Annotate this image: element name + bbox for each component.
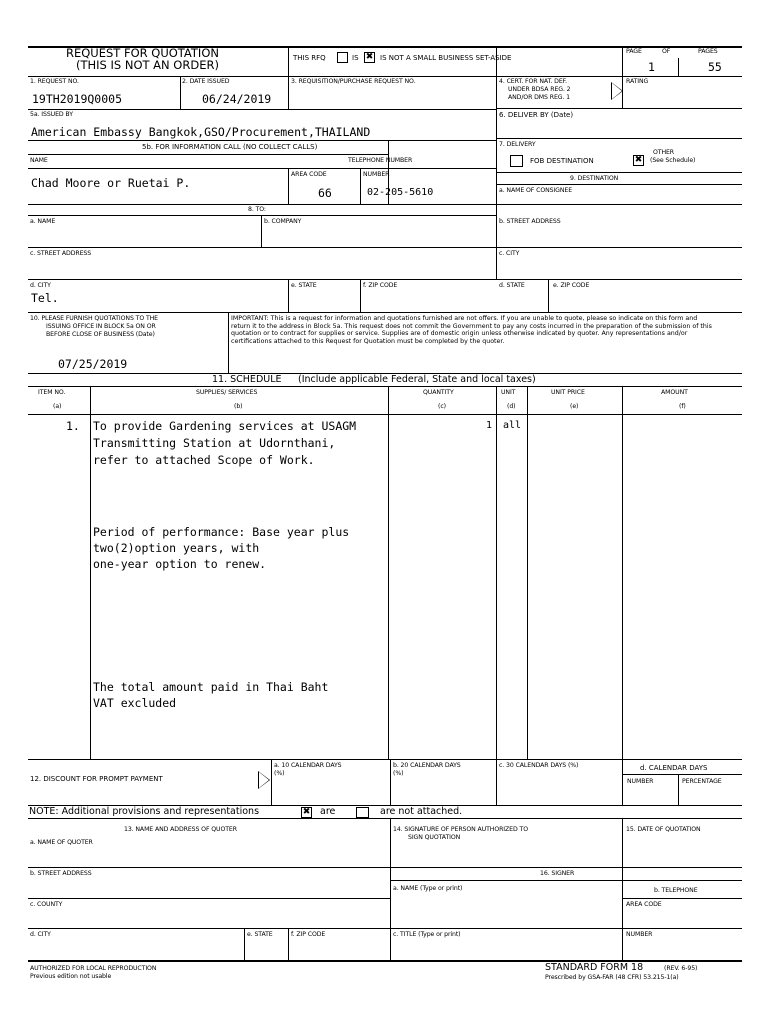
quantity-value: 1: [486, 420, 493, 431]
col-qty-header: QUANTITY: [423, 389, 454, 396]
schedule-subtitle: (Include applicable Federal, State and local taxes): [298, 374, 536, 385]
discount-percentage-label: PERCENTAGE: [682, 778, 722, 785]
dest-city-label: c. CITY: [499, 250, 520, 257]
discount-20-sub: (%): [393, 770, 404, 777]
rfq-is-label: IS: [352, 54, 359, 62]
page-label: PAGE: [626, 48, 642, 55]
see-schedule-label: (See Schedule): [650, 157, 696, 164]
discount-arrow-icon: [258, 771, 270, 789]
date-issued-value[interactable]: 06/24/2019: [202, 92, 272, 106]
quoter-name-label: a. NAME OF QUOTER: [30, 839, 93, 846]
quoter-street-label: b. STREET ADDRESS: [30, 870, 92, 877]
close-date-value[interactable]: 07/25/2019: [58, 357, 128, 371]
col-item-header: ITEM NO.: [38, 389, 66, 396]
area-code-value[interactable]: 66: [318, 186, 332, 200]
footer-revision: (REV. 6-95): [664, 965, 698, 972]
col-qty-sub: (c): [438, 403, 446, 410]
quoter-state-label: e. STATE: [247, 931, 273, 938]
to-name-label: a. NAME: [30, 218, 56, 225]
signature-label-line2: SIGN QUOTATION: [408, 834, 461, 841]
cert-arrow-icon: [611, 82, 623, 100]
consignee-label: a. NAME OF CONSIGNEE: [499, 187, 573, 194]
contact-name-value[interactable]: Chad Moore or Ruetai P.: [31, 176, 191, 190]
signer-area-code-label: AREA CODE: [626, 901, 662, 908]
discount-20-label: b. 20 CALENDAR DAYS: [393, 762, 461, 769]
discount-10-sub: (%): [274, 770, 285, 777]
form-subtitle: (THIS IS NOT AN ORDER): [76, 58, 219, 72]
to-state-label: e. STATE: [291, 282, 317, 289]
signer-number-label: NUMBER: [626, 931, 653, 938]
date-issued-label: 2. DATE ISSUED: [182, 78, 230, 85]
signer-phone-label: b. TELEPHONE: [654, 887, 698, 894]
info-call-label: 5b. FOR INFORMATION CALL (NO COLLECT CALLS): [142, 143, 318, 151]
signer-label: 16. SIGNER: [540, 870, 575, 877]
description-line: Period of performance: Base year plus: [93, 525, 350, 539]
description-line: VAT excluded: [93, 696, 177, 710]
furnish-line2: ISSUING OFFICE IN BLOCK 5a ON OR: [46, 323, 156, 330]
are-label: are: [320, 806, 336, 817]
are-not-label: are not attached.: [380, 806, 463, 817]
rating-label: RATING: [626, 78, 649, 85]
requisition-label: 3. REQUISITION/PURCHASE REQUEST NO.: [291, 78, 416, 85]
rfq-prefix: THIS RFQ: [293, 54, 326, 62]
col-item-sub: (a): [53, 403, 62, 410]
schedule-title: 11. SCHEDULE: [212, 374, 282, 385]
description-line: two(2)option years, with: [93, 541, 260, 555]
form-title: REQUEST FOR QUOTATION: [66, 46, 219, 60]
cert-line3: AND/OR DMS REG. 1: [508, 94, 571, 101]
footer-form-name: STANDARD FORM 18: [545, 962, 644, 973]
quotation-date-label: 15. DATE OF QUOTATION: [626, 826, 701, 833]
quoter-zip-label: f. ZIP CODE: [291, 931, 326, 938]
cert-line2: UNDER BDSA REG. 2: [508, 86, 571, 93]
name-label: NAME: [30, 157, 48, 164]
phone-number-value[interactable]: 02-205-5610: [367, 187, 434, 198]
description-line: Transmitting Station at Udornthani,: [93, 436, 336, 450]
area-code-label: AREA CODE: [291, 171, 327, 178]
footer-previous-edition: Previous edition not usable: [30, 973, 112, 980]
unit-value: all: [503, 420, 522, 431]
dest-street-label: b. STREET ADDRESS: [499, 218, 561, 225]
request-no-value[interactable]: 19TH2019Q0005: [32, 92, 123, 106]
dest-state-label: d. STATE: [499, 282, 525, 289]
cert-line1: 4. CERT. FOR NAT. DEF.: [499, 78, 567, 85]
quoter-section-label: 13. NAME AND ADDRESS OF QUOTER: [124, 826, 237, 833]
are-checkbox[interactable]: ✖: [302, 807, 311, 817]
fob-destination-checkbox[interactable]: [510, 155, 523, 167]
col-amount-sub: (f): [679, 403, 686, 410]
col-price-header: UNIT PRICE: [551, 389, 585, 396]
col-amount-header: AMOUNT: [661, 389, 688, 396]
number-label: NUMBER: [363, 171, 390, 178]
discount-number-label: NUMBER: [627, 778, 654, 785]
col-supplies-header: SUPPLIES/ SERVICES: [196, 389, 258, 396]
to-city-label: d. CITY: [30, 282, 51, 289]
delivery-label: 7. DELIVERY: [499, 141, 536, 148]
footer-prescribed: Prescribed by GSA-FAR (48 CFR) 53.215-1(a): [545, 974, 679, 981]
item-number: 1.: [66, 419, 80, 433]
rfq-setaside-label: IS NOT A SMALL BUSINESS SET-ASIDE: [380, 54, 512, 62]
page-number: 1: [648, 60, 655, 74]
discount-30-label: c. 30 CALENDAR DAYS (%): [499, 762, 579, 769]
destination-label: 9. DESTINATION: [570, 175, 619, 182]
col-unit-header: UNIT: [501, 389, 516, 396]
footer-reproduction: AUTHORIZED FOR LOCAL REPRODUCTION: [30, 965, 157, 972]
discount-10-label: a. 10 CALENDAR DAYS: [274, 762, 342, 769]
calendar-days-label: d. CALENDAR DAYS: [640, 764, 708, 772]
col-supplies-sub: (b): [234, 403, 243, 410]
dest-zip-label: e. ZIP CODE: [553, 282, 590, 289]
description-line: The total amount paid in Thai Baht: [93, 680, 329, 694]
to-label: 8. TO:: [248, 206, 266, 213]
to-company-label: b. COMPANY: [264, 218, 302, 225]
fob-destination-label: FOB DESTINATION: [530, 157, 594, 165]
issued-by-value[interactable]: American Embassy Bangkok,GSO/Procurement,THAILAND: [31, 125, 371, 139]
telephone-label: TELEPHONE NUMBER: [348, 157, 413, 164]
description-line: refer to attached Scope of Work.: [93, 453, 315, 467]
quoter-county-label: c. COUNTY: [30, 901, 63, 908]
page-count: 55: [708, 60, 722, 74]
discount-label: 12. DISCOUNT FOR PROMPT PAYMENT: [30, 775, 163, 783]
to-city-value[interactable]: Tel.: [31, 291, 59, 305]
pages-label: PAGES: [698, 48, 718, 55]
signer-name-label: a. NAME (Type or print): [393, 885, 463, 892]
quoter-city-label: d. CITY: [30, 931, 51, 938]
other-label: OTHER: [653, 149, 675, 156]
rfq-is-not-checkbox[interactable]: ✖: [365, 52, 374, 62]
rfq-is-checkbox[interactable]: [337, 52, 348, 63]
furnish-line3: BEFORE CLOSE OF BUSINESS (Date): [46, 331, 155, 338]
important-notice: IMPORTANT: This is a request for information and quotations furnished are not offers. If you are unable to quote, please so indicate on this form and return it to the address in Block 5a. This request does not commit the Government to pay any costs incurred in the preparation of the submission of this quotation or to contract for supplies or service. Supplies are of domestic origin unless otherwise indicated by quoter. Any representations and/or certifications attached to this Request for Quotation must be completed by the quoter.: [231, 315, 712, 345]
to-street-label: c. STREET ADDRESS: [30, 250, 92, 257]
furnish-line1: 10. PLEASE FURNISH QUOTATIONS TO THE: [30, 315, 158, 322]
description-line: one-year option to renew.: [93, 557, 267, 571]
to-zip-label: f. ZIP CODE: [363, 282, 398, 289]
issued-by-label: 5a. ISSUED BY: [30, 111, 73, 118]
signature-label-line1: 14. SIGNATURE OF PERSON AUTHORIZED TO: [393, 826, 528, 833]
col-unit-sub: (d): [507, 403, 516, 410]
deliver-by-label: 6. DELIVER BY (Date): [499, 111, 574, 119]
note-text: NOTE: Additional provisions and representations: [29, 806, 260, 817]
description-line: To provide Gardening services at USAGM: [93, 419, 357, 433]
of-label: OF: [662, 48, 671, 55]
are-not-checkbox[interactable]: [356, 807, 369, 818]
other-checkbox[interactable]: ✖: [634, 155, 643, 165]
request-no-label: 1. REQUEST NO.: [30, 78, 79, 85]
signer-title-label: c. TITLE (Type or print): [393, 931, 461, 938]
col-price-sub: (e): [570, 403, 579, 410]
